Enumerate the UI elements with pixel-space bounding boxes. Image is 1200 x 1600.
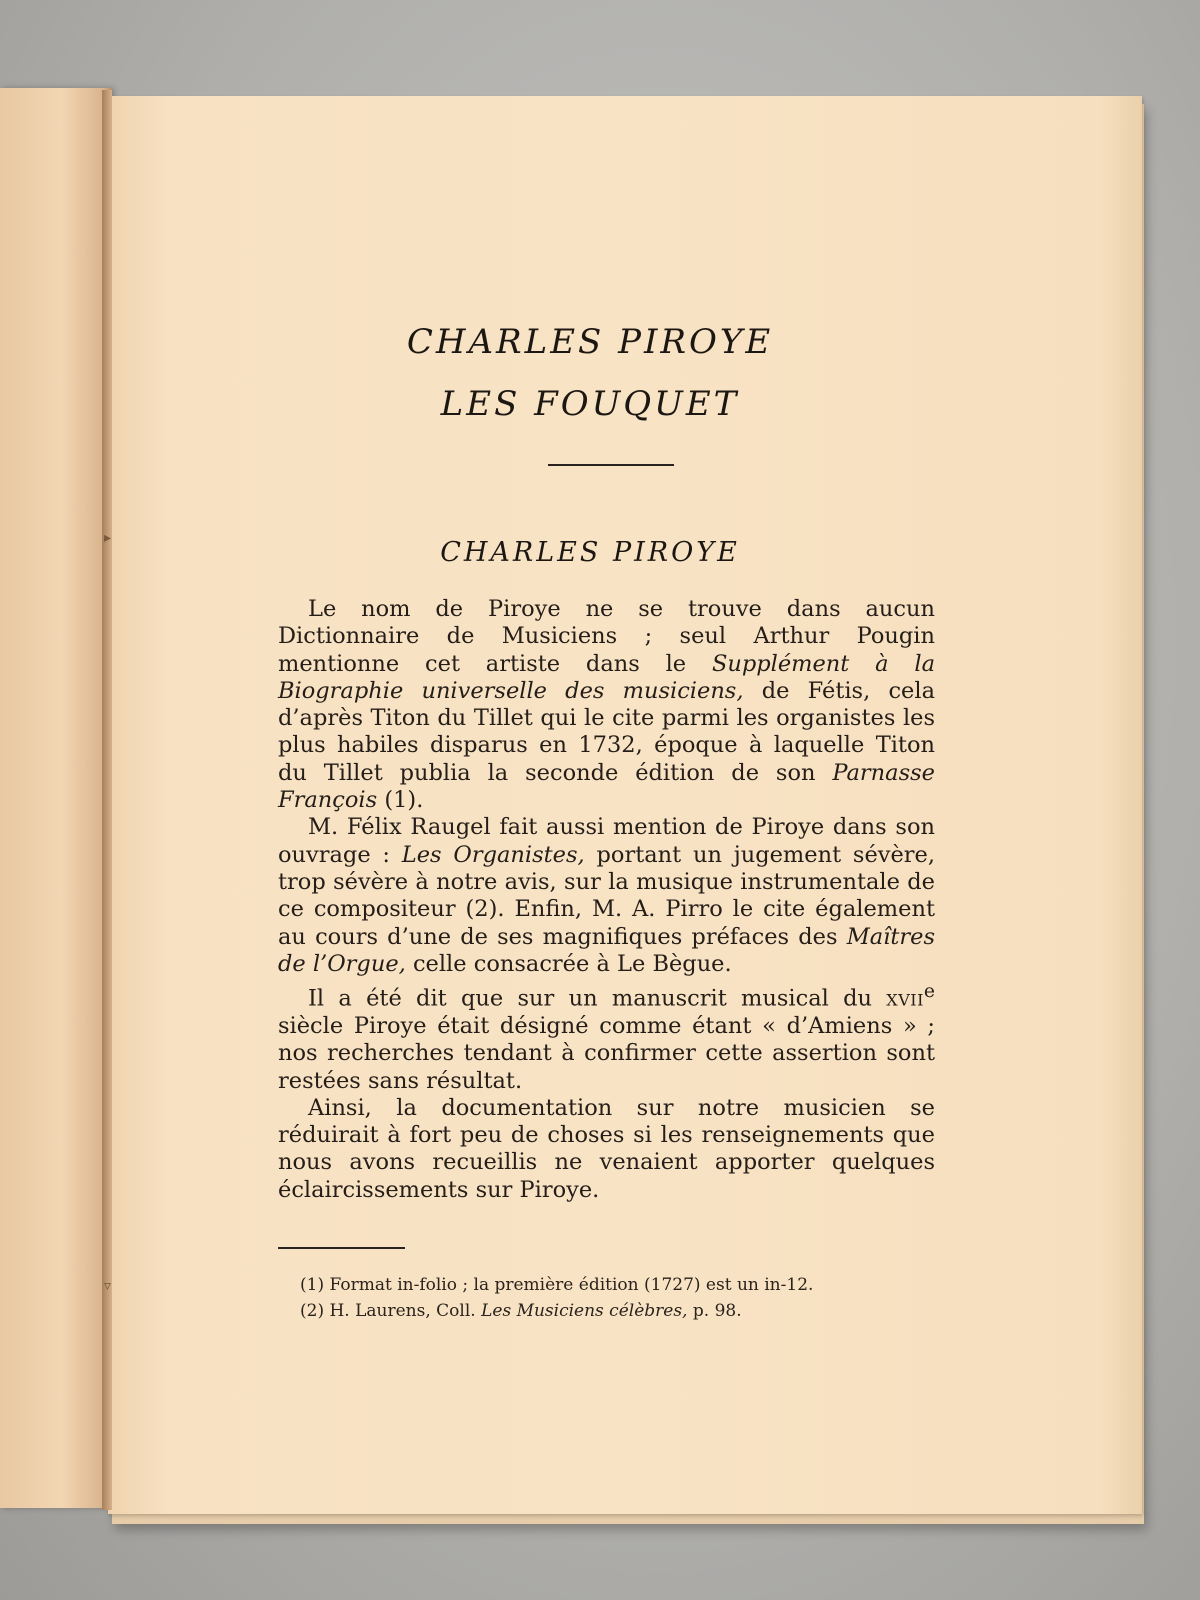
paragraph-text: de Fétis, cela d’après Titon du Tillet qui le cite parmi les organistes les plus habiles disparus en 1732, époque à laquelle Titon du Tillet publia la seconde édition de son bbox=[278, 677, 935, 786]
book-gutter bbox=[102, 90, 112, 1510]
paragraph-1 bbox=[278, 596, 935, 814]
section-title: CHARLES PIROYE bbox=[440, 537, 740, 568]
footnote-ref: (1). bbox=[377, 787, 424, 814]
book-title-italic: Maîtres de l’Orgue, bbox=[278, 923, 935, 977]
paragraph-text: siècle Piroye était désigné comme étant « d’Amiens » ; nos recherches tendant à confirmer cette assertion sont restées sans résultat. bbox=[278, 1012, 935, 1094]
chapter-title-line-1: CHARLES PIROYE bbox=[406, 322, 774, 362]
body-text bbox=[278, 596, 935, 1204]
paragraph-text: Le nom de Piroye ne se trouve dans aucun Dictionnaire de Musiciens ; seul Arthur Pougin mentionne cet artiste dans le bbox=[278, 596, 935, 677]
binding-stitch-icon: ▿ bbox=[104, 1278, 112, 1294]
paragraph-4 bbox=[278, 1095, 935, 1204]
footnote-2 bbox=[300, 1298, 940, 1324]
book-title-italic: Les Musiciens célèbres, bbox=[481, 1301, 688, 1321]
footnote-divider bbox=[278, 1247, 405, 1249]
paragraph-text: Il a été dit que sur un manuscrit musical du bbox=[308, 985, 887, 1012]
superscript: e bbox=[923, 981, 935, 1003]
binding-stitch-icon: ▸ bbox=[104, 530, 112, 546]
paragraph-text: celle consacrée à Le Bègue. bbox=[405, 950, 732, 977]
century-numeral: xvii bbox=[886, 985, 924, 1012]
paragraph-text: M. Félix Raugel fait aussi mention de Piroye dans son ouvrage : bbox=[278, 814, 935, 868]
left-page-edge bbox=[0, 88, 112, 1508]
footnote-text: p. 98. bbox=[687, 1301, 742, 1321]
paragraph-text: portant un jugement sévère, trop sévère à notre avis, sur la musique instrumentale de ce compositeur (2). Enfin, M. A. Pirro le cite également au cours d’une de ses magnifiques préfaces des bbox=[278, 841, 936, 950]
paragraph-3 bbox=[278, 978, 935, 1095]
book-title-italic: Parnasse François bbox=[278, 759, 935, 814]
book-title-italic: Supplément à la Biographie universelle des musiciens, bbox=[278, 650, 935, 704]
chapter-title-line-2: LES FOUQUET bbox=[440, 384, 740, 424]
footnote-1: (1) Format in-folio ; la première édition (1727) est un in-12. bbox=[300, 1275, 814, 1295]
paragraph-text: Ainsi, la documentation sur notre musicien se réduirait à fort peu de choses si les renseignements que nous avons recueillis ne venaient apporter quelques éclaircissements sur Piroye. bbox=[278, 1094, 935, 1203]
title-divider bbox=[548, 464, 674, 466]
book-title-italic: Les Organistes, bbox=[401, 841, 585, 868]
footnotes bbox=[300, 1272, 940, 1324]
paragraph-2 bbox=[278, 814, 935, 978]
footnote-text: (2) H. Laurens, Coll. bbox=[300, 1301, 482, 1321]
